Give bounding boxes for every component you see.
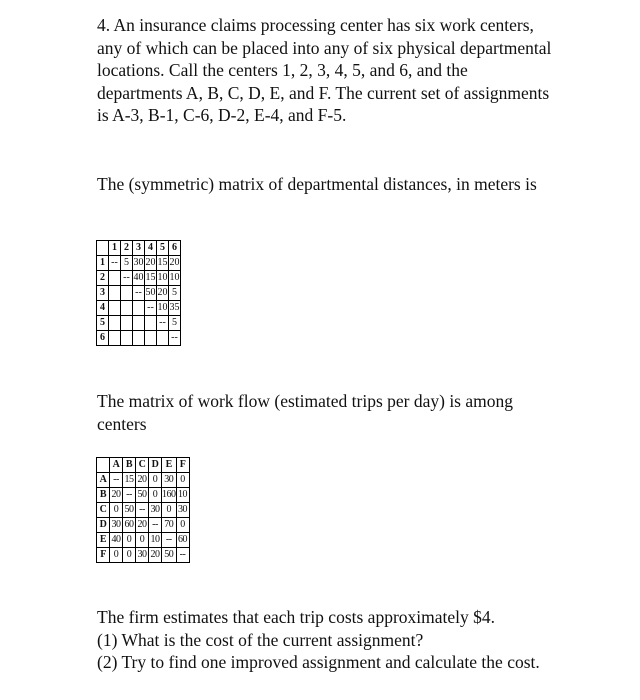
- flow-caption: The matrix of work flow (estimated trips per day) is among centers: [97, 391, 514, 434]
- table-row: [97, 518, 190, 533]
- table-cell: 0: [176, 518, 189, 533]
- table-row: [97, 533, 190, 548]
- table-cell: 40: [133, 271, 145, 286]
- header-cell: 6: [169, 241, 181, 256]
- table-cell: 0: [162, 503, 177, 518]
- table-row: [97, 503, 190, 518]
- table-cell: --: [133, 286, 145, 301]
- row-header-cell: 5: [97, 316, 109, 331]
- cost-statement: The firm estimates that each trip costs approximately $4.: [97, 607, 496, 627]
- table-cell: 20: [149, 548, 162, 563]
- table-cell: 20: [157, 286, 169, 301]
- table-cell: 5: [169, 316, 181, 331]
- table-cell: 0: [123, 533, 136, 548]
- table-row: [97, 316, 181, 331]
- table-cell: [109, 301, 121, 316]
- table-cell: [145, 316, 157, 331]
- table-cell: [133, 331, 145, 346]
- table-cell: [133, 316, 145, 331]
- header-cell: 2: [121, 241, 133, 256]
- table-cell: 0: [176, 473, 189, 488]
- table-cell: [109, 286, 121, 301]
- table-cell: [109, 331, 121, 346]
- row-header-cell: F: [97, 548, 110, 563]
- table-cell: --: [176, 548, 189, 563]
- table-cell: 0: [149, 473, 162, 488]
- table-cell: 10: [157, 301, 169, 316]
- table-cell: 15: [123, 473, 136, 488]
- table-cell: [121, 316, 133, 331]
- question-1: (1) What is the cost of the current assignment?: [97, 629, 424, 650]
- header-cell: B: [123, 458, 136, 473]
- header-cell: E: [162, 458, 177, 473]
- row-header-cell: C: [97, 503, 110, 518]
- table-cell: --: [121, 271, 133, 286]
- table-row: [97, 488, 190, 503]
- table-cell: 10: [169, 271, 181, 286]
- table-row: [97, 256, 181, 271]
- table-cell: 35: [169, 301, 181, 316]
- table-cell: 30: [149, 503, 162, 518]
- table-cell: 30: [176, 503, 189, 518]
- table-cell: 30: [110, 518, 123, 533]
- table-cell: 20: [110, 488, 123, 503]
- table-cell: [157, 331, 169, 346]
- table-cell: 15: [157, 256, 169, 271]
- row-header-cell: E: [97, 533, 110, 548]
- table-row: [97, 271, 181, 286]
- header-cell: F: [176, 458, 189, 473]
- table-cell: 160: [162, 488, 177, 503]
- table-cell: [145, 331, 157, 346]
- table-cell: 50: [162, 548, 177, 563]
- header-cell: [97, 458, 110, 473]
- table-row: [97, 548, 190, 563]
- row-header-cell: D: [97, 518, 110, 533]
- header-row: [97, 458, 190, 473]
- table-cell: --: [145, 301, 157, 316]
- row-header-cell: A: [97, 473, 110, 488]
- table-cell: 0: [149, 488, 162, 503]
- problem-closing: [97, 606, 552, 674]
- table-cell: [121, 331, 133, 346]
- table-cell: --: [136, 503, 149, 518]
- row-header-cell: 2: [97, 271, 109, 286]
- header-row: [97, 241, 181, 256]
- table-cell: --: [157, 316, 169, 331]
- header-cell: D: [149, 458, 162, 473]
- table-cell: 30: [162, 473, 177, 488]
- table-cell: 50: [136, 488, 149, 503]
- distance-matrix: [96, 240, 181, 346]
- table-cell: --: [149, 518, 162, 533]
- table-cell: 60: [123, 518, 136, 533]
- table-cell: 20: [169, 256, 181, 271]
- table-cell: --: [123, 488, 136, 503]
- table-cell: 10: [176, 488, 189, 503]
- row-header-cell: 4: [97, 301, 109, 316]
- header-cell: 4: [145, 241, 157, 256]
- table-cell: 70: [162, 518, 177, 533]
- row-header-cell: 6: [97, 331, 109, 346]
- problem-intro: 4. An insurance claims processing center has six work centers, any of which can be placed into any of six physical departmental locations. Call the centers 1, 2, 3, 4, 5, and 6, and the departments A, B, C, D, E, and F. The current set of assignments is A-3, B-1, C-6, D-2, E-4, and F-5.: [97, 15, 552, 125]
- table-cell: 20: [145, 256, 157, 271]
- header-cell: 5: [157, 241, 169, 256]
- table-cell: 15: [145, 271, 157, 286]
- table-cell: 0: [136, 533, 149, 548]
- table-cell: 50: [123, 503, 136, 518]
- table-cell: [109, 271, 121, 286]
- table-cell: 10: [149, 533, 162, 548]
- table-cell: [109, 316, 121, 331]
- header-cell: A: [110, 458, 123, 473]
- distance-caption: The (symmetric) matrix of departmental distances, in meters is: [97, 174, 537, 194]
- table-row: [97, 473, 190, 488]
- header-cell: [97, 241, 109, 256]
- table-cell: 60: [176, 533, 189, 548]
- header-cell: C: [136, 458, 149, 473]
- table-cell: [121, 286, 133, 301]
- table-cell: 5: [169, 286, 181, 301]
- flow-matrix: [96, 457, 190, 563]
- table-cell: [133, 301, 145, 316]
- table-cell: 20: [136, 518, 149, 533]
- row-header-cell: B: [97, 488, 110, 503]
- table-cell: --: [162, 533, 177, 548]
- table-cell: 0: [110, 548, 123, 563]
- table-cell: 40: [110, 533, 123, 548]
- table-row: [97, 301, 181, 316]
- row-header-cell: 1: [97, 256, 109, 271]
- table-cell: 30: [133, 256, 145, 271]
- question-2: (2) Try to find one improved assignment and calculate the cost.: [97, 652, 540, 672]
- header-cell: 1: [109, 241, 121, 256]
- table-cell: --: [169, 331, 181, 346]
- table-cell: 5: [121, 256, 133, 271]
- table-cell: 10: [157, 271, 169, 286]
- table-cell: 30: [136, 548, 149, 563]
- table-row: [97, 286, 181, 301]
- row-header-cell: 3: [97, 286, 109, 301]
- table-cell: 0: [123, 548, 136, 563]
- table-cell: 50: [145, 286, 157, 301]
- table-cell: [121, 301, 133, 316]
- header-cell: 3: [133, 241, 145, 256]
- table-cell: 20: [136, 473, 149, 488]
- table-cell: --: [110, 473, 123, 488]
- table-cell: 0: [110, 503, 123, 518]
- table-cell: --: [109, 256, 121, 271]
- table-row: [97, 331, 181, 346]
